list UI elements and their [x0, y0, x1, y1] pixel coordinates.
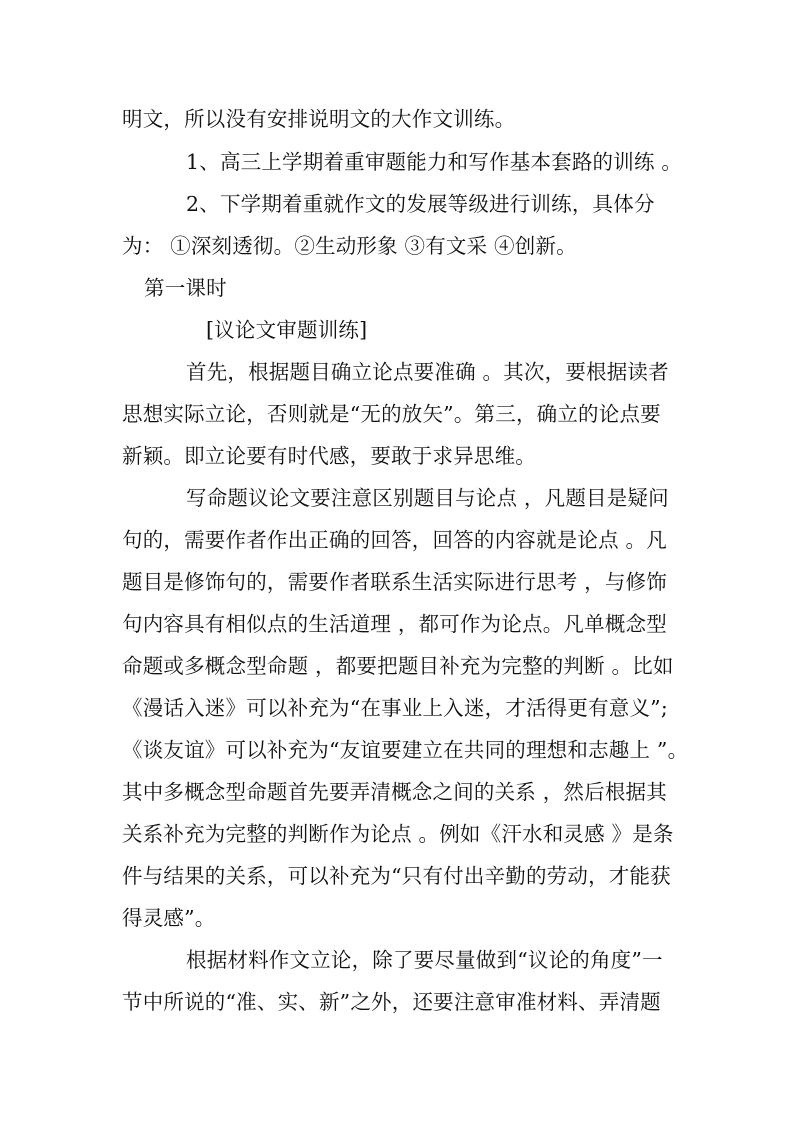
- text-line: 2、下学期着重就作文的发展等级进行训练，具体分: [186, 192, 655, 216]
- text-line: 句的，需要作者作出正确的回答，回答的内容就是论点 。凡: [122, 528, 667, 552]
- text-line: 节中所说的“准、实、新”之外，还要注意审准材料、弄清题: [122, 990, 661, 1014]
- text-line: 得灵感”。: [122, 906, 216, 930]
- text-line: 件与结果的关系，可以补充为“只有付出辛勤的劳动，才能获: [122, 864, 671, 888]
- text-line: 首先，根据题目确立论点要准确 。其次，要根据读者: [186, 360, 669, 384]
- section-heading: 第一课时: [144, 276, 227, 300]
- section-subheading: [议论文审题训练]: [206, 318, 368, 342]
- text-line: 命题或多概念型命题 ，都要把题目补充为完整的判断 。比如: [122, 654, 674, 678]
- text-line: 题目是修饰句的，需要作者联系生活实际进行思考 ，与修饰: [122, 570, 667, 594]
- text-line: 《漫话入迷》可以补充为“在事业上入迷，才活得更有意义”;: [122, 696, 668, 720]
- text-line: 明文，所以没有安排说明文的大作文训练。: [122, 107, 516, 131]
- text-line: 思想实际立论，否则就是“无的放矢”。第三，确立的论点要: [122, 402, 661, 426]
- text-line: 《谈友谊》可以补充为“友谊要建立在共同的理想和志趣上 ”。: [122, 738, 689, 762]
- text-line: 新颖。即立论要有时代感，要敢于求异思维。: [122, 444, 536, 468]
- text-line: 为： ①深刻透彻。②生动形象 ③有文采 ④创新。: [122, 234, 577, 258]
- text-line: 根据材料作文立论，除了要尽量做到“议论的角度”一: [186, 948, 663, 972]
- text-line: 1、高三上学期着重审题能力和写作基本套路的训练 。: [186, 150, 683, 174]
- text-line: 其中多概念型命题首先要弄清概念之间的关系 ，然后根据其: [122, 780, 667, 804]
- text-line: 写命题议论文要注意区别题目与论点 ，凡题目是疑问: [186, 486, 669, 510]
- text-line: 关系补充为完整的判断作为论点 。例如《汗水和灵感 》是条: [122, 822, 674, 846]
- text-line: 句内容具有相似点的生活道理 ，都可作为论点。凡单概念型: [122, 612, 667, 636]
